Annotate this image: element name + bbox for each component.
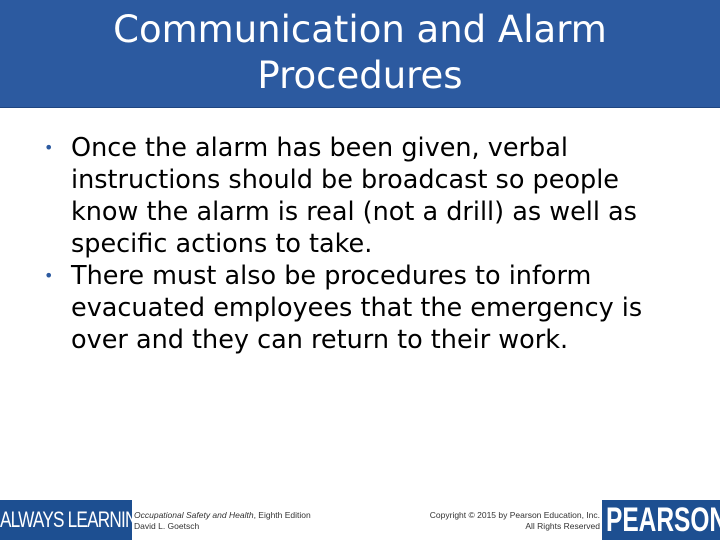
rights-line: All Rights Reserved [525,521,600,531]
book-title-line [134,510,311,521]
bullet-dot-icon: • [44,138,54,157]
bullet-list [44,132,684,356]
title-bar [0,0,720,108]
book-info [134,510,311,532]
bullet-dot-icon: • [44,266,54,285]
pearson-logo [602,500,727,540]
copyright-line: Copyright © 2015 by Pearson Education, Inc. [429,510,600,520]
slide-title: Communication and Alarm Procedures [113,8,607,97]
book-title: Occupational Safety and Health [134,510,254,520]
copyright-notice [430,510,600,532]
bullet-text: Once the alarm has been given, verbal instructions should be broadcast so people know the alarm is real (not a drill) as well as specific actions to take. [71,133,637,259]
always-learning-text: ALWAYS LEARNING [0,507,150,532]
bullet-item [44,132,684,260]
footer [0,500,727,540]
always-learning-logo [0,500,150,540]
book-author: David L. Goetsch [134,521,200,531]
bullet-text: There must also be procedures to inform evacuated employees that the emergency is over and they can return to their work. [71,261,643,355]
book-edition: , Eighth Edition [253,510,311,520]
pearson-text: PEARSON [606,501,727,539]
bullet-item [44,260,684,356]
